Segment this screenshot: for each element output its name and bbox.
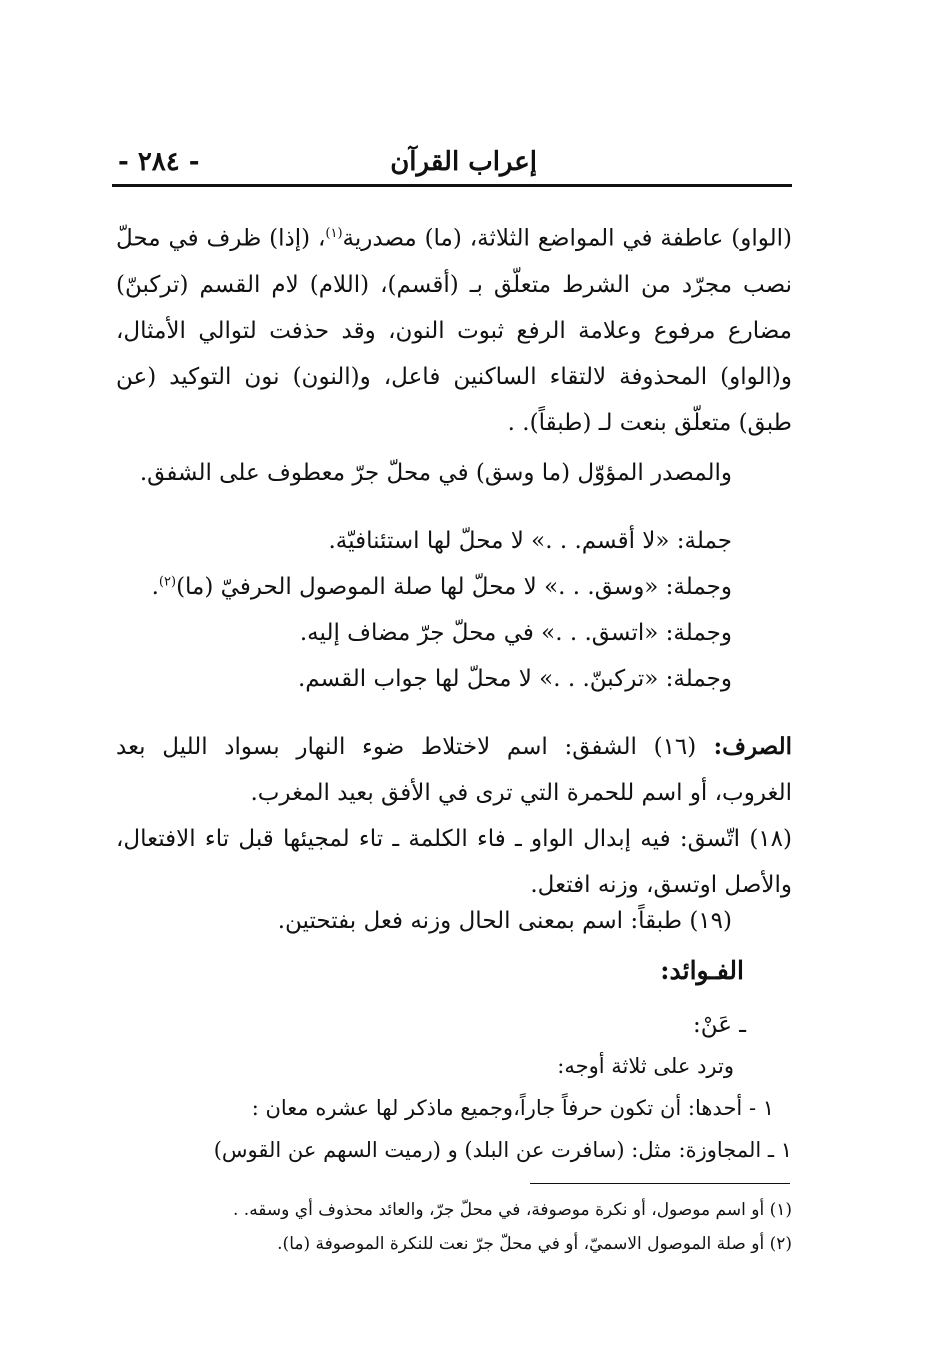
sentence-line-4: وجملة: «تركبنّ. . .» لا محلّ لها جواب القسم.: [297, 666, 732, 692]
sarf-18: (١٨) اتّسق: فيه إبدال الواو ـ فاء الكلمة ـ تاء لمجيئها قبل تاء الافتعال، والأصل اوتسق، وزنه افتعل.: [116, 826, 792, 898]
sentence-2-end: .: [151, 574, 159, 600]
footnote-rule: [530, 1183, 790, 1184]
sarf-paragraph: [116, 724, 792, 908]
page-number: - ٢٨٤ -: [118, 147, 200, 177]
footnote-2: (٢) أو صلة الموصول الاسميّ، أو في محلّ جرّ نعت للنكرة الموصوفة (ما).: [277, 1234, 792, 1254]
book-title: إعراب القرآن: [390, 147, 537, 177]
footnote-ref-2: (٢): [158, 574, 177, 590]
sarf-19: (١٩) طبقاً: اسم بمعنى الحال وزنه فعل بفتحتين.: [277, 908, 732, 934]
fawaid-word: ـ عَنْ:: [692, 1012, 746, 1038]
sentence-2-text: وجملة: «وسق. . .» لا محلّ لها صلة الموصول الحرفيّ (ما): [176, 574, 732, 600]
running-header: [112, 145, 792, 181]
parsing-paragraph: [116, 211, 792, 446]
sentence-line-1: جملة: «لا أقسم. . .» لا محلّ لها استئنافيّة.: [328, 528, 732, 554]
masdar-line: والمصدر المؤوّل (ما وسق) في محلّ جرّ معطوف على الشفق.: [139, 460, 732, 486]
parsing-text-2: ، (إذا) ظرف في محلّ نصب مجرّد من الشرط متعلّق بـ (أقسم)، (اللام) لام القسم (تركبنّ) مضارع مرفوع وعلامة الرفع ثبوت النون، وقد حذفت لتوالي الأمثال، و(الواو) المحذوفة لالتقاء الساكنين فاعل، و(النون) نون التوكيد (عن طبق) متعلّق بنعت لـ (طبقاً). .: [116, 225, 792, 436]
fawaid-item-1: ١ - أحدها: أن تكون حرفاً جاراً،وجميع ماذكر لها عشره معان :: [251, 1096, 774, 1120]
fawaid-item-2: ١ ـ المجاوزة: مثل: (سافرت عن البلد) و (رميت السهم عن القوس): [213, 1138, 792, 1162]
fawaid-heading: الفـوائد:: [660, 956, 744, 985]
sarf-heading: الصرف:: [696, 733, 792, 760]
fawaid-intro: وترد على ثلاثة أوجه:: [557, 1054, 734, 1078]
sarf-16: (١٦) الشفق: اسم لاختلاط ضوء النهار بسواد الليل بعد الغروب، أو اسم للحمرة التي ترى في الأفق بعيد المغرب.: [116, 734, 792, 806]
parsing-text-1: (الواو) عاطفة في المواضع الثلاثة، (ما) مصدرية: [342, 225, 792, 252]
footnote-1: (١) أو اسم موصول، أو نكرة موصوفة، في محلّ جرّ، والعائد محذوف أي وسقه. .: [232, 1200, 792, 1220]
sentence-line-2: [152, 574, 732, 600]
sentence-line-3: وجملة: «اتسق. . .» في محلّ جرّ مضاف إليه.: [299, 620, 732, 646]
header-rule: [112, 184, 792, 187]
footnote-ref-1: (١): [325, 226, 343, 241]
